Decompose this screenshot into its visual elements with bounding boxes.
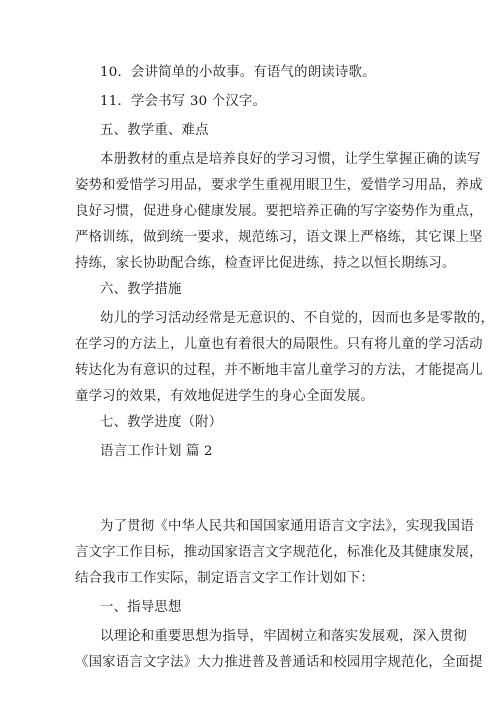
list-item-11: 11．学会书写 30 个汉字。 [100,94,267,109]
paragraph-line: 姿势和爱惜学习用品，要求学生重视用眼卫生，爱惜学习用品，养成 [75,178,483,193]
article-title: 语言工作计划 篇 2 [100,444,213,459]
paragraph-line: 以理论和重要思想为指导，牢固树立和落实发展观，深入贯彻 [100,629,467,644]
list-item-10: 10．会讲简单的小故事。有语气的朗读诗歌。 [100,65,376,80]
section-heading-6: 六、教学措施 [100,282,182,297]
section-heading-5: 五、教学重、难点 [100,123,209,138]
paragraph-line: 为了贯彻《中华人民共和国国家通用语言文字法》，实现我国语 [100,519,474,534]
paragraph-line: 《国家语言文字法》大力推进普及普通话和校园用字规范化，全面提 [75,655,483,670]
paragraph-line: 持练，家长协助配合练，检查评比促进练，持之以恒长期练习。 [75,256,456,271]
section-heading-7: 七、教学进度（附） [100,415,223,430]
section-heading-1: 一、指导思想 [100,600,182,615]
paragraph-line: 本册教材的重点是培养良好的学习习惯，让学生掌握正确的读写 [100,152,481,167]
paragraph-line: 言文字工作目标，推动国家语言文字规范化，标准化及其健康发展， [75,545,483,560]
paragraph-line: 良好习惯，促进身心健康发展。要把培养正确的写字姿势作为重点， [75,204,483,219]
paragraph-line: 幼儿的学习活动经常是无意识的、不自觉的，因而也多是零散的， [100,311,495,326]
paragraph-line: 转达化为有意识的过程，并不断地丰富儿童学习的方法，才能提高儿 [75,363,483,378]
paragraph-line: 结合我市工作实际，制定语言文字工作计划如下： [75,571,374,586]
paragraph-line: 严格训练，做到统一要求，规范练习，语文课上严格练，其它课上坚 [75,230,483,245]
paragraph-line: 在学习的方法上，儿童也有着很大的局限性。只有将儿童的学习活动 [75,337,483,352]
paragraph-line: 童学习的效果，有效地促进学生的身心全面发展。 [75,389,374,404]
